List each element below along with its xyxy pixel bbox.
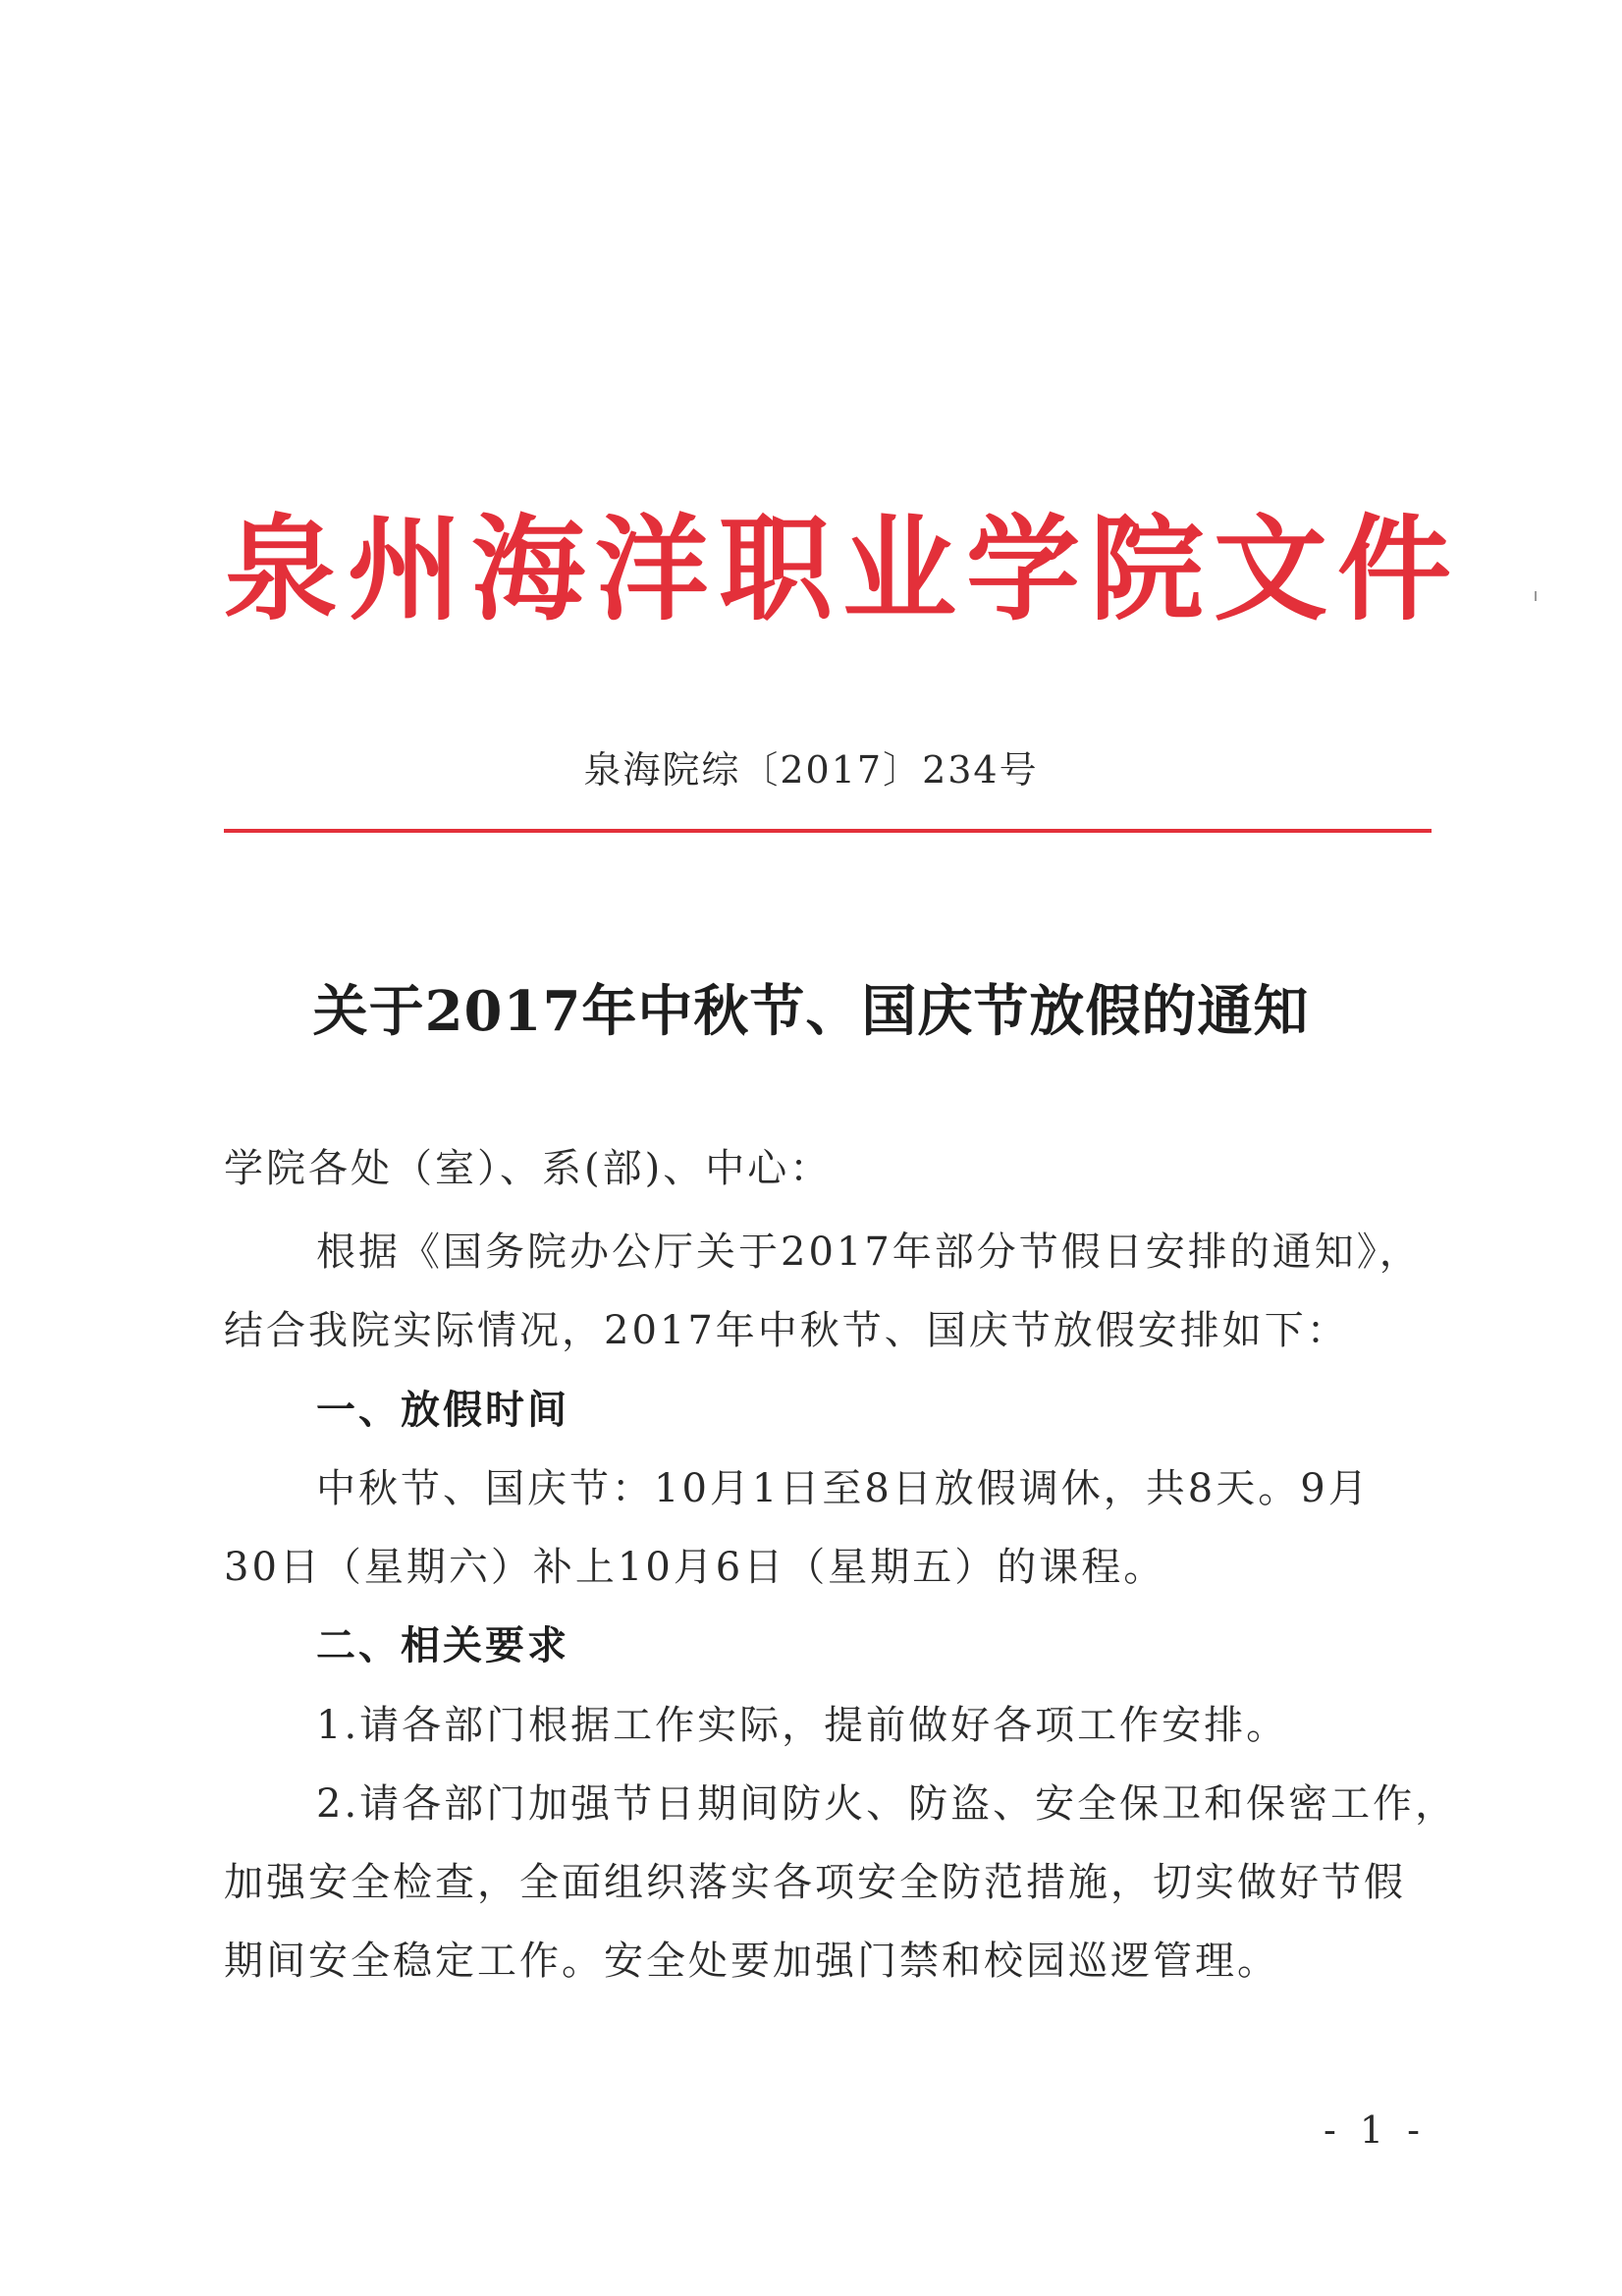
page-number: - 1 - xyxy=(1324,2108,1427,2152)
issuer-title: 泉州海洋职业学院文件 xyxy=(224,503,1461,636)
doc-number: 泉海院综〔2017〕234号 xyxy=(583,748,1039,792)
requirement-1: 1.请各部门根据工作实际，提前做好各项工作安排。 xyxy=(316,1703,1289,1748)
holiday-line-1: 中秋节、国庆节：10月1日至8日放假调休，共8天。9月 xyxy=(316,1466,1371,1511)
requirement-2-line-2: 加强安全检查，全面组织落实各项安全防范措施，切实做好节假 xyxy=(224,1860,1406,1905)
intro-line-2: 结合我院实际情况，2017年中秋节、国庆节放假安排如下： xyxy=(224,1308,1349,1353)
holiday-line-2: 30日（星期六）补上10月6日（星期五）的课程。 xyxy=(224,1545,1166,1590)
intro-line-1: 根据《国务院办公厅关于2017年部分节假日安排的通知》， xyxy=(316,1230,1422,1275)
scan-mark xyxy=(1535,591,1537,601)
requirement-2-line-1: 2.请各部门加强节日期间防火、防盗、安全保卫和保密工作， xyxy=(316,1781,1458,1827)
notice-title: 关于2017年中秋节、国庆节放假的通知 xyxy=(312,979,1310,1044)
section-heading-holiday-time: 一、放假时间 xyxy=(316,1387,569,1433)
red-divider xyxy=(224,829,1432,833)
salutation: 学院各处（室）、系(部)、中心： xyxy=(224,1146,833,1191)
section-heading-requirements: 二、相关要求 xyxy=(316,1622,569,1668)
requirement-2-line-3: 期间安全稳定工作。安全处要加强门禁和校园巡逻管理。 xyxy=(224,1939,1279,1984)
